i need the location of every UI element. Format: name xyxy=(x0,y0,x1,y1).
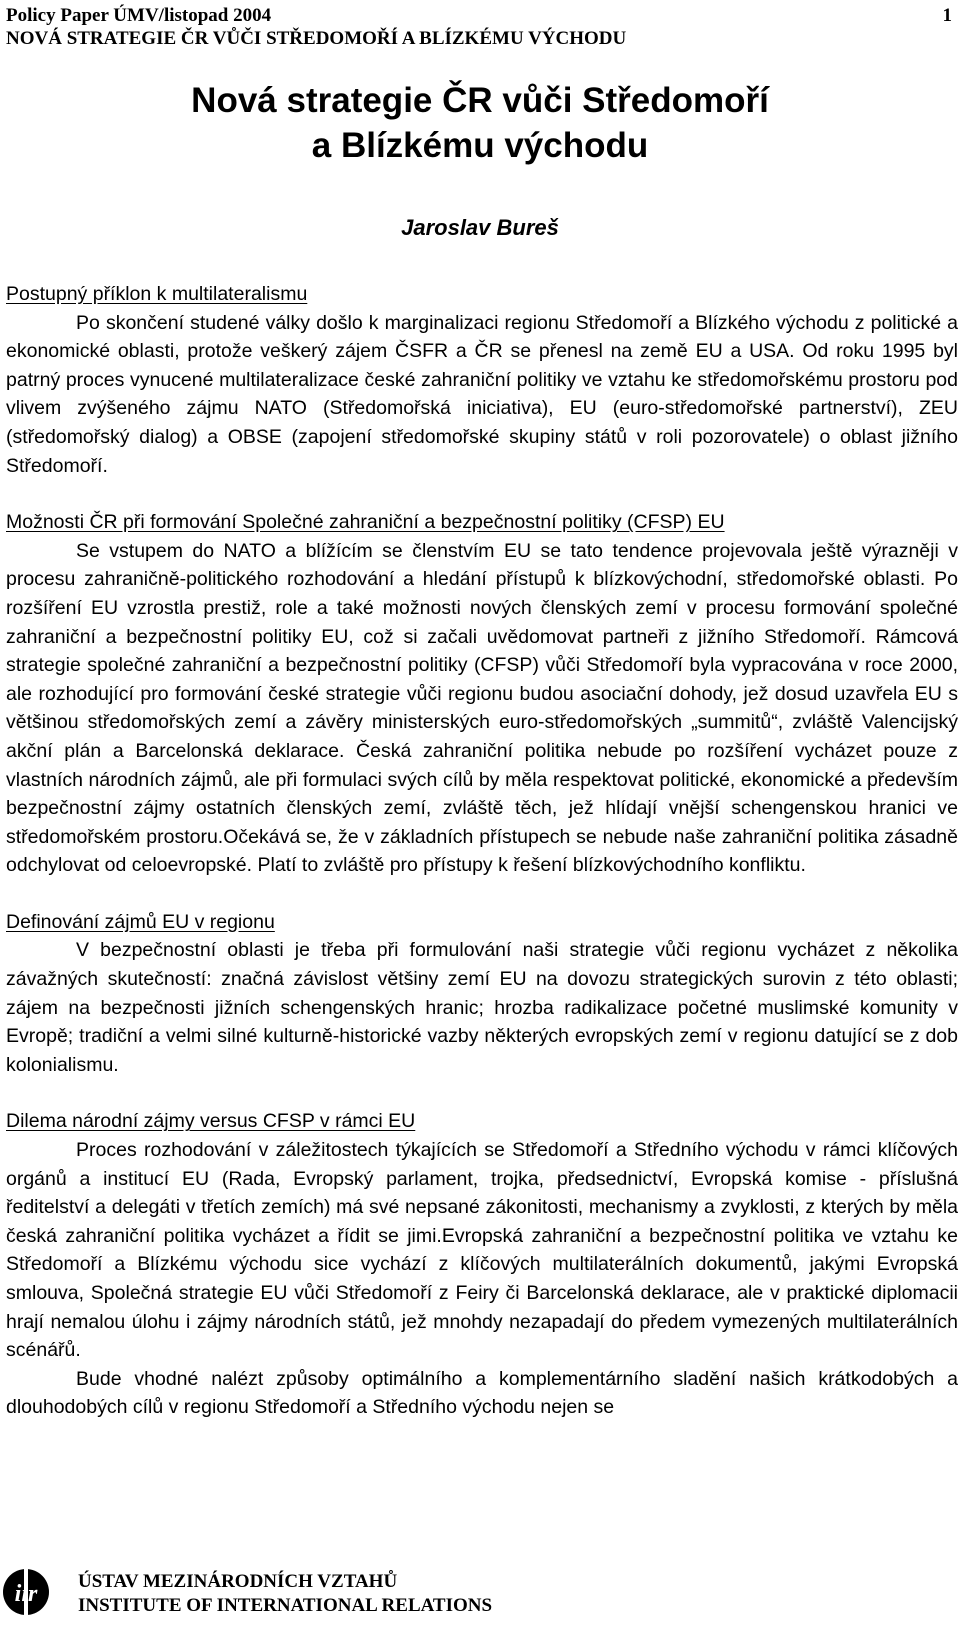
page-footer xyxy=(0,1554,960,1628)
section-heading: Definování zájmů EU v regionu xyxy=(6,910,275,933)
section-heading: Postupný příklon k multilateralismu xyxy=(6,283,308,305)
title-line-2: a Blízkému východu xyxy=(311,126,649,165)
running-header xyxy=(6,4,952,50)
header-doc-title: NOVÁ STRATEGIE ČR VŮČI STŘEDOMOŘÍ A BLÍZKÉMU VÝCHODU xyxy=(6,28,627,49)
section-eu-interests xyxy=(6,908,958,1080)
logo-lettering: iir xyxy=(14,1581,38,1607)
paragraph: Po skončení studené války došlo k marginalizaci regionu Středomoří a Blízkého východu z politické a ekonomické oblasti, protože veškerý zájem ČSFR a ČR se přenesl na země EU a USA. Od roku 1995 byl patrný proces vynucené multilateralizace české zahraniční politiky ve vztahu ke středomořskému prostoru pod vlivem zvýšeného zájmu NATO (Středomořská iniciativa), EU (euro-středomořské partnerství), ZEU (středomořský dialog) a OBSE (zapojení středomořské skupiny států v roli pozorovatele) o oblast jižního Středomoří. xyxy=(6,311,958,477)
page-number: 1 xyxy=(942,5,952,26)
institute-name-en: INSTITUTE OF INTERNATIONAL RELATIONS xyxy=(78,1595,493,1616)
section-national-interests-dilemma xyxy=(6,1107,958,1422)
paragraph: Bude vhodné nalézt způsoby optimálního a komplementárního sladění našich krátkodobých a dlouhodobých cílů v regionu Středomoří a Středního východu nejen se xyxy=(6,1367,958,1419)
paragraph: Se vstupem do NATO a blížícím se členstvím EU se tato tendence projevovala ještě výrazněji v procesu zahraničně-politického rozhodování a hledání přístupů k blízkovýchodní, středomořské oblasti. Po rozšíření EU vzrostla prestiž, role a také možnosti nových členských zemí v procesu formování společné zahraniční a bezpečnostní politiky EU, což si začali uvědomovat partneři z jižního Středomoří. Rámcová strategie společné zahraniční a bezpečnostní politiky (CFSP) vůči Středomoří byla vypracována v roce 2000, ale rozhodující pro formování české strategie vůči regionu budou asociační dohody, jež dosud uzavřela EU s většinou středomořských zemí a závěry ministerských euro-středomořských „summitů“, zvláště Valencijský akční plán a Barcelonská deklarace. Česká zahraniční politika nebude po rozšíření vycházet pouze z vlastních národních zájmů, ale při formulaci svých cílů by měla respektovat politické, ekonomické a především bezpečnostní zájmy ostatních členských zemí, zvláště těch, jež hlídají vnější schengenskou hranici ve středomořském prostoru.Očekává se, že v základních přístupech se nebude naše zahraniční politika zásadně odchylovat od celoevropské. Platí to zvláště pro přístupy k řešení blízkovýchodního konfliktu. xyxy=(6,539,958,877)
institute-name-cz: ÚSTAV MEZINÁRODNÍCH VZTAHŮ xyxy=(78,1571,398,1592)
institute-name xyxy=(78,1570,492,1618)
header-series: Policy Paper ÚMV/listopad 2004 xyxy=(6,5,272,26)
section-heading: Možnosti ČR při formování Společné zahraniční a bezpečnostní politiky (CFSP) EU xyxy=(6,511,725,534)
section-cfsp-options xyxy=(6,508,958,880)
institute-logo-icon xyxy=(2,1556,50,1624)
paragraph: Proces rozhodování v záležitostech týkajících se Středomoří a Středního východu v rámci klíčových orgánů a institucí EU (Rada, Evropský parlament, trojka, předsednictví, Evropská komise - příslušná ředitelství a delegáti v třetích zemích) má své nepsané zákonitosti, mechanismy a zvyklosti, z kterých by měla česká zahraniční politika vycházet a řídit se jimi.Evropská zahraniční a bezpečnostní politika ve vztahu ke Středomoří a Blízkému východu sice vychází z klíčových multilaterálních dokumentů, jakými Evropská smlouva, Společná strategie EU vůči Středomoří z Feiry či Barcelonská deklarace, ale v praktické diplomacii hrají nemalou úlohu i zájmy národních států, jež mnohdy nezapadají do předem vymezených multilaterálních scénářů. xyxy=(6,1139,958,1362)
document-title xyxy=(0,78,960,168)
title-line-1: Nová strategie ČR vůči Středomoří xyxy=(191,81,769,120)
document-body xyxy=(6,280,958,1422)
section-heading: Dilema národní zájmy versus CFSP v rámci EU xyxy=(6,1110,416,1133)
paragraph: V bezpečnostní oblasti je třeba při formulování naši strategie vůči regionu vycházet z několika závažných skutečností: značná závislost většiny zemí EU na dovozu strategických surovin z této oblasti; zájem na bezpečnosti jižních schengenských hranic; hrozba radikalizace početné muslimské komunity v Evropě; tradiční a velmi silné kulturně-historické vazby některých evropských zemí v regionu datující se z dob kolonialismu. xyxy=(6,939,958,1076)
author-name: Jaroslav Bureš xyxy=(401,215,559,240)
section-multilateralism xyxy=(6,280,958,480)
